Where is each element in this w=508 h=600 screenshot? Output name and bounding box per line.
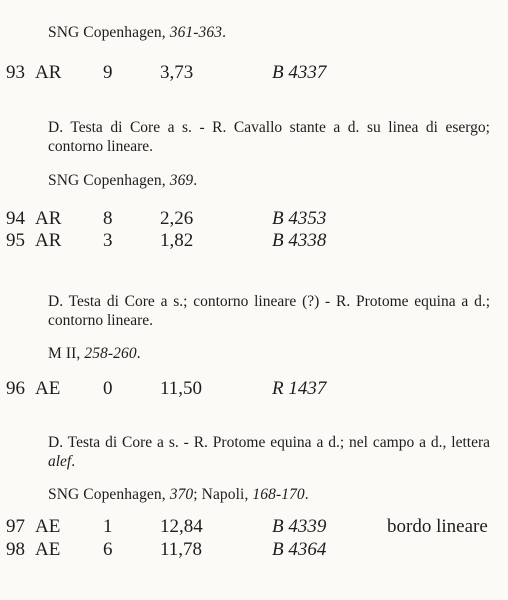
coin-row-96 xyxy=(0,378,508,402)
coin-row-95 xyxy=(0,230,508,254)
reference-text: . xyxy=(193,172,198,189)
coin-die-axis: 1 xyxy=(103,516,113,537)
coin-weight: 2,26 xyxy=(160,208,194,229)
coin-number: 96 xyxy=(6,378,25,399)
description-letter: alef xyxy=(48,453,72,470)
reference-pages: 361-363 xyxy=(169,24,223,41)
reference-text: SNG Copenhagen, xyxy=(48,24,170,41)
reference-text: . xyxy=(304,486,309,503)
coin-weight: 12,84 xyxy=(160,516,203,537)
coin-weight: 11,78 xyxy=(160,539,203,560)
coin-die-axis: 0 xyxy=(103,378,113,399)
coin-description-2 xyxy=(48,118,490,156)
reference-pages: 258-260 xyxy=(84,345,137,362)
coin-note: bordo lineare xyxy=(387,516,488,537)
coin-inventory: B 4338 xyxy=(272,230,327,251)
reference-line-2 xyxy=(48,172,197,190)
reference-text: SNG Copenhagen, xyxy=(48,172,170,189)
coin-weight: 11,50 xyxy=(160,378,203,399)
coin-weight: 3,73 xyxy=(160,62,194,83)
coin-die-axis: 3 xyxy=(103,230,113,251)
description-text: D. Testa di Core a s. - R. Cavallo stante a d. su linea di esergo; contorno lineare. xyxy=(48,119,490,155)
reference-line-4 xyxy=(48,486,309,504)
reference-text: SNG Copenhagen, xyxy=(48,486,170,503)
reference-text: M II, xyxy=(48,345,85,362)
description-text: D. Testa di Core a s.; contorno lineare (?) - R. Protome equina a d.; contorno lineare. xyxy=(48,293,490,329)
coin-number: 94 xyxy=(6,208,25,229)
coin-row-93 xyxy=(0,62,508,86)
reference-text: . xyxy=(222,24,227,41)
coin-row-98 xyxy=(0,539,508,563)
coin-metal: AR xyxy=(35,208,62,229)
coin-description-3 xyxy=(48,292,490,330)
coin-number: 95 xyxy=(6,230,25,251)
coin-inventory: R 1437 xyxy=(272,378,327,399)
description-text: D. Testa di Core a s. - R. Protome equina a d.; nel campo a d., lettera xyxy=(48,434,490,451)
reference-pages: 168-170 xyxy=(252,486,305,503)
coin-number: 93 xyxy=(6,62,25,83)
coin-description-4 xyxy=(48,433,490,471)
coin-number: 97 xyxy=(6,516,25,537)
coin-metal: AE xyxy=(35,378,61,399)
coin-die-axis: 9 xyxy=(103,62,113,83)
reference-pages: 369 xyxy=(169,172,194,189)
coin-metal: AR xyxy=(35,62,62,83)
coin-number: 98 xyxy=(6,539,25,560)
coin-metal: AR xyxy=(35,230,62,251)
coin-die-axis: 6 xyxy=(103,539,113,560)
coin-die-axis: 8 xyxy=(103,208,113,229)
description-text: . xyxy=(71,453,76,470)
coin-inventory: B 4353 xyxy=(272,208,327,229)
coin-row-94 xyxy=(0,208,508,232)
coin-metal: AE xyxy=(35,516,61,537)
coin-inventory: B 4339 xyxy=(272,516,327,537)
coin-metal: AE xyxy=(35,539,61,560)
coin-inventory: B 4364 xyxy=(272,539,327,560)
coin-inventory: B 4337 xyxy=(272,62,327,83)
reference-text: . xyxy=(136,345,141,362)
reference-line-3 xyxy=(48,345,141,363)
coin-row-97 xyxy=(0,516,508,540)
coin-weight: 1,82 xyxy=(160,230,194,251)
reference-text: ; Napoli, xyxy=(193,486,253,503)
reference-pages: 370 xyxy=(169,486,194,503)
reference-line-1 xyxy=(48,24,226,42)
